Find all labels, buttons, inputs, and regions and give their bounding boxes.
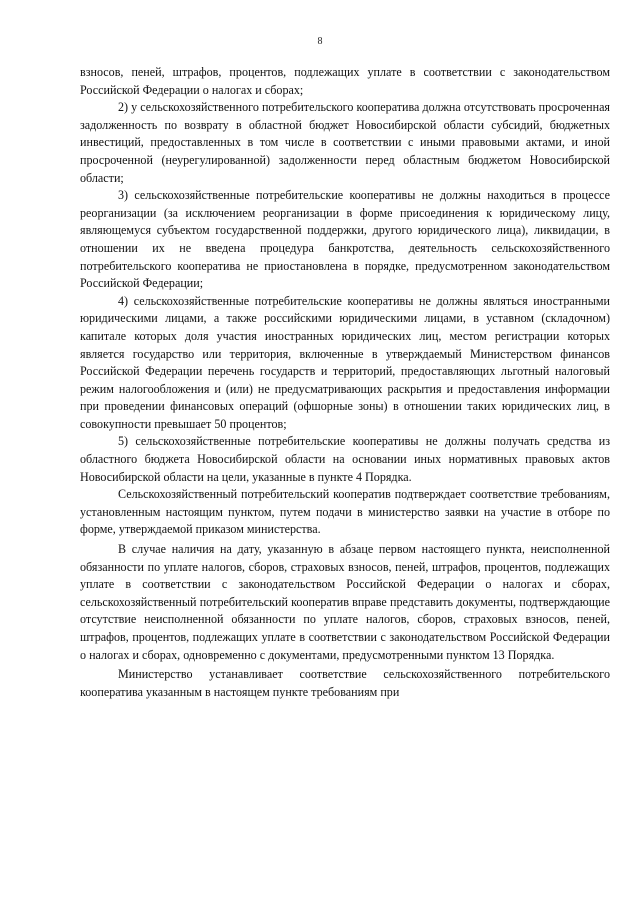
paragraph-ministry: Министерство устанавливает соответствие сельскохозяйственного потребительского кооператива указанным в настоящем пункте требованиям при: [80, 667, 610, 699]
paragraph-item-3: 3) сельскохозяйственные потребительские кооперативы не должны находиться в процессе реорганизации (за исключением реорганизации в форме присоединения к юридическому лицу, являющемуся субъектом государственной поддержки, другого юридического лица), ликвидации, в отношении их не введена процедура банкротства, деятельность сельскохозяйственного потребительского кооператива не приостановлена в порядке, предусмотренном законодательством Российской Федерации;: [80, 188, 610, 291]
paragraph-debt-case: В случае наличия на дату, указанную в абзаце первом настоящего пункта, неисполненной обязанности по уплате налогов, сборов, страховых взносов, пеней, штрафов, процентов, подлежащих уплате в соответствии с законодательством Российской Федерации о налогах и сборах, сельскохозяйственный потребительский кооператив вправе представить документы, подтверждающие отсутствие неисполненной обязанности по уплате налогов, сборов, страховых взносов, пеней, штрафов, процентов, подлежащих уплате в соответствии с законодательством Российской Федерации о налогах и сборах, одновременно с документами, предусмотренными пунктом 13 Порядка.: [80, 542, 610, 662]
paragraph-continuation: взносов, пеней, штрафов, процентов, подлежащих уплате в соответствии с законодательством Российской Федерации о налогах и сборах;: [80, 65, 610, 97]
page-number: 8: [317, 36, 323, 47]
paragraph-confirmation: Сельскохозяйственный потребительский кооператив подтверждает соответствие требованиям, установленным настоящим пунктом, путем подачи в министерство заявки на участие в отборе по форме, утверждаемой приказом министерства.: [80, 487, 610, 537]
document-body: [80, 64, 610, 701]
paragraph-item-4: 4) сельскохозяйственные потребительские кооперативы не должны являться иностранными юридическими лицами, а также российскими юридическими лицами, в уставном (складочном) капитале которых доля участия иностранных юридических лиц, местом регистрации которых является государство или территория, включенные в утверждаемый Министерством финансов Российской Федерации перечень государств и территорий, предоставляющих льготный налоговый режим налогообложения и (или) не предусматривающих раскрытия и предоставления информации при проведении финансовых операций (офшорные зоны) в отношении таких юридических лиц, в совокупности превышает 50 процентов;: [80, 293, 610, 431]
paragraph-item-5: 5) сельскохозяйственные потребительские кооперативы не должны получать средства из областного бюджета Новосибирской области на основании иных нормативных правовых актов Новосибирской области на цели, указанные в пункте 4 Порядка.: [80, 434, 610, 484]
paragraph-item-2: 2) у сельскохозяйственного потребительского кооператива должна отсутствовать просроченная задолженность по возврату в областной бюджет Новосибирской области субсидий, бюджетных инвестиций, предоставленных в том числе в соответствии с иными правовыми актами, и иной просроченной (неурегулированной) задолженности перед областным бюджетом Новосибирской области;: [80, 100, 610, 185]
